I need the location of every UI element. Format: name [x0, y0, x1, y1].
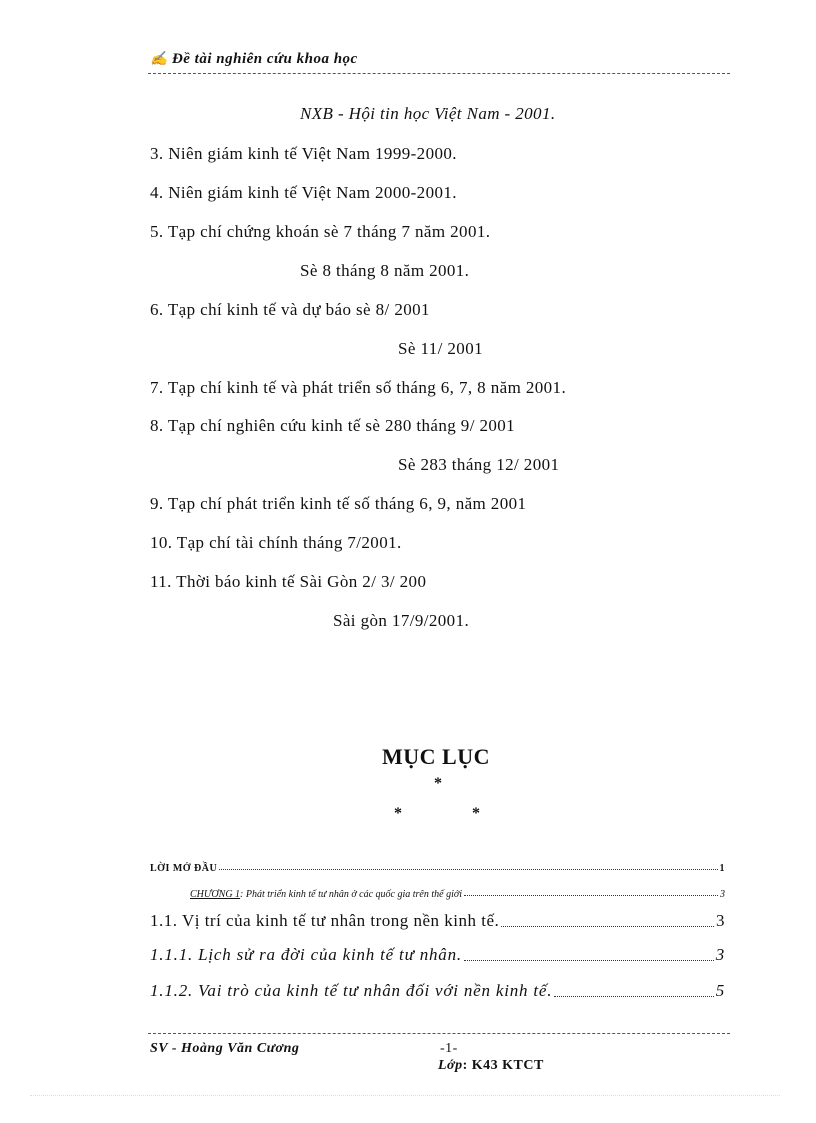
header-title-text: Đề tài nghiên cứu khoa học	[171, 51, 358, 67]
toc-entry-label: 1.1.1. Lịch sử ra đời của kinh tế tư nhân.	[150, 945, 462, 964]
reference-subitem: Sè 11/ 2001	[398, 339, 483, 358]
toc-entry-label: : Phát triển kinh tế tư nhân ở các quốc gia trên thế giới	[240, 889, 462, 900]
toc-title: MỤC LỤC	[382, 744, 490, 769]
reference-item: 4. Niên giám kinh tế Việt Nam 2000-2001.	[150, 183, 457, 202]
toc-entry-page: 3	[716, 911, 725, 930]
toc-leader-dots	[464, 960, 714, 961]
footer-page-number: -1-	[440, 1041, 458, 1056]
toc-entry-page: 3	[715, 945, 725, 964]
reference-item: 8. Tạp chí nghiên cứu kinh tế sè 280 tháng 9/ 2001	[150, 416, 516, 435]
header-divider	[148, 73, 730, 74]
reference-subitem: Sè 8 tháng 8 năm 2001.	[300, 261, 470, 280]
reference-item: 3. Niên giám kinh tế Việt Nam 1999-2000.	[150, 144, 457, 163]
reference-item: 9. Tạp chí phát triển kinh tế số tháng 6, 9, năm 2001	[150, 494, 527, 513]
star-ornament: *	[472, 805, 480, 822]
toc-entry-label: 1.1. Vị trí của kinh tế tư nhân trong nền kinh tế.	[150, 911, 500, 930]
footer-class	[438, 1058, 544, 1074]
toc-leader-dots	[501, 926, 714, 927]
reference-item: 5. Tạp chí chứng khoán sè 7 tháng 7 năm 2001.	[150, 222, 491, 241]
toc-entry-chapter-1[interactable]	[190, 889, 725, 900]
reference-subitem: Sè 283 tháng 12/ 2001	[398, 455, 560, 474]
toc-entry-page: 3	[720, 889, 725, 900]
footer-class-value: : K43 KTCT	[462, 1058, 544, 1073]
toc-entry-label: 1.1.2. Vai trò của kinh tế tư nhân đối với nền kinh tế.	[150, 981, 553, 1000]
toc-entry-section-1-1-1[interactable]	[150, 945, 725, 965]
footer-class-label: Lớp	[438, 1058, 463, 1073]
toc-entry-page: 1	[719, 863, 725, 874]
reference-item: 11. Thời báo kinh tế Sài Gòn 2/ 3/ 200	[150, 572, 427, 591]
reference-item: 7. Tạp chí kinh tế và phát triển số tháng 6, 7, 8 năm 2001.	[150, 378, 567, 397]
reference-publisher-line: NXB - Hội tin học Việt Nam - 2001.	[300, 104, 556, 123]
page-bottom-border	[30, 1095, 780, 1096]
toc-chapter-prefix: CHƯƠNG 1	[190, 889, 241, 900]
footer-student-name: SV - Hoàng Văn Cương	[150, 1041, 300, 1056]
reference-item: 6. Tạp chí kinh tế và dự báo sè 8/ 2001	[150, 300, 430, 319]
toc-entry-intro[interactable]	[150, 863, 725, 874]
pen-icon: ✍	[150, 52, 168, 67]
star-ornament: *	[394, 805, 402, 822]
toc-entry-section-1-1-2[interactable]	[150, 981, 725, 1001]
footer-divider	[148, 1033, 730, 1034]
toc-entry-section-1-1[interactable]	[150, 911, 725, 931]
toc-leader-dots	[219, 869, 717, 870]
toc-leader-dots	[464, 895, 718, 896]
toc-entry-label: LỜI MỞ ĐẦU	[150, 863, 218, 874]
toc-leader-dots	[554, 996, 713, 997]
toc-entry-page: 5	[715, 981, 725, 1000]
reference-subitem: Sài gòn 17/9/2001.	[333, 611, 470, 630]
document-header-title	[150, 51, 358, 68]
star-ornament: *	[434, 775, 442, 792]
reference-item: 10. Tạp chí tài chính tháng 7/2001.	[150, 533, 402, 552]
